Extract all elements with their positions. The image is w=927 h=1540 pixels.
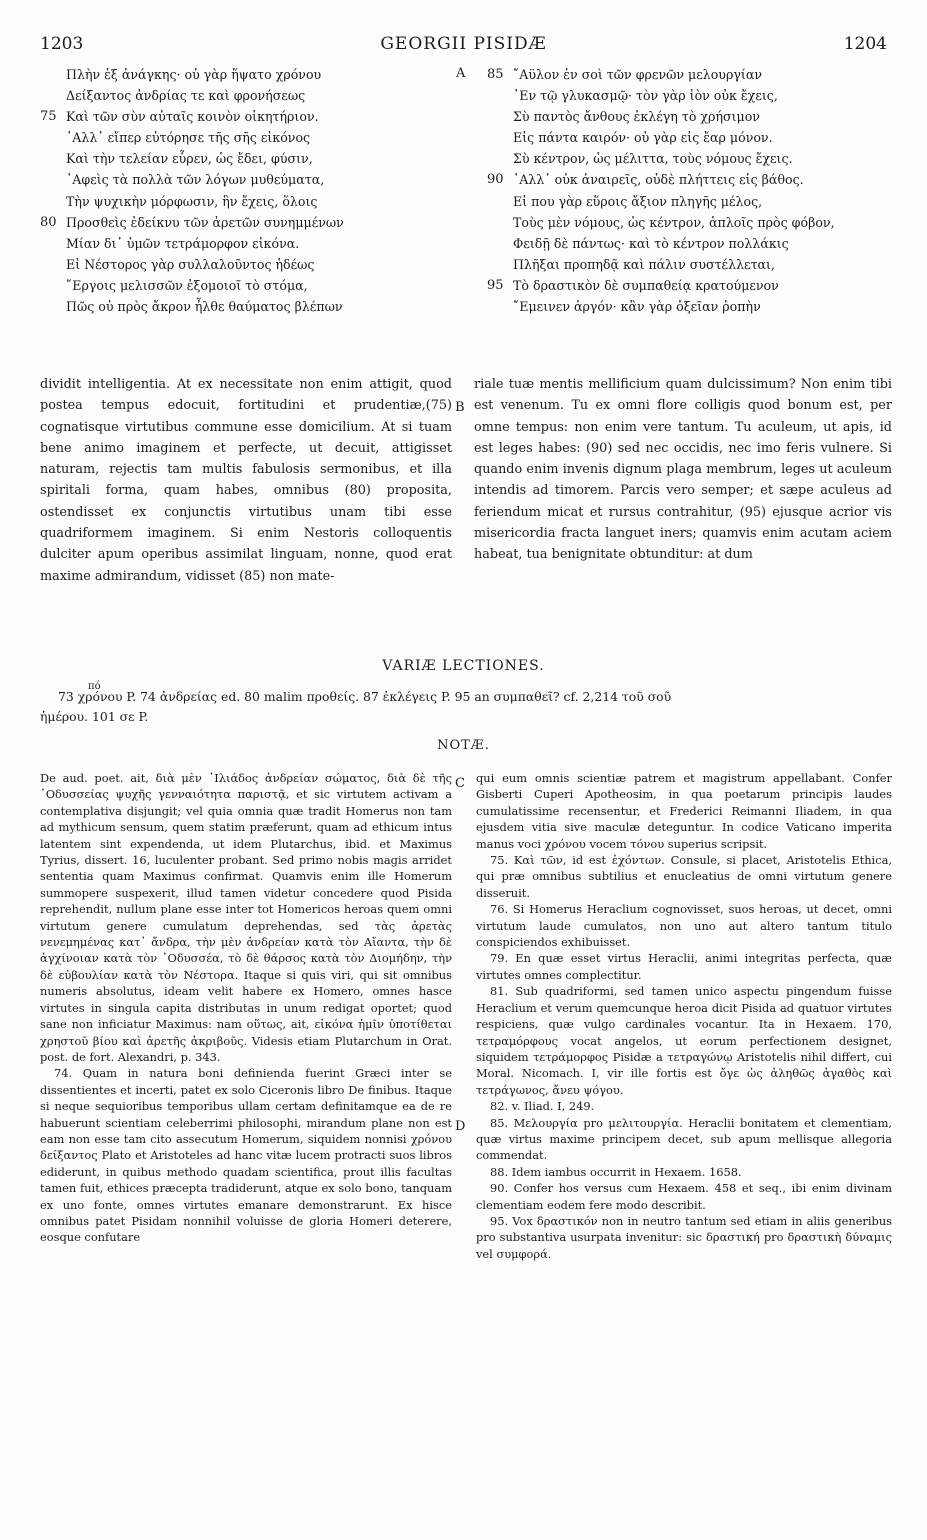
note-paragraph: 90. Confer hos versus cum Hexaem. 458 et seq., ibi enim divinam clementiam eodem fere modo describit. bbox=[476, 1181, 892, 1212]
verse-text: ᾿Εν τῷ γλυκασμῷ· τὸν γὰρ ἰὸν οὐκ ἔχεις, bbox=[513, 88, 778, 104]
verse-line bbox=[487, 127, 897, 148]
verse-line bbox=[40, 85, 440, 106]
greek-verse-right-column bbox=[487, 64, 897, 317]
verse-text: Εἰς πάντα καιρόν· οὐ γὰρ εἰς ἔαρ μόνον. bbox=[513, 130, 773, 146]
verse-line bbox=[487, 212, 897, 233]
greek-verse-left-column bbox=[40, 64, 440, 317]
verse-line bbox=[40, 191, 440, 212]
verse-line bbox=[40, 148, 440, 169]
verse-text: Καὶ τῶν σὺν αὐταῖς κοινὸν οἰκητήριον. bbox=[66, 109, 319, 125]
note-paragraph: qui eum omnis scientiæ patrem et magistrum appellabant. Confer Gisberti Cuperi Apotheosim, in qua poetarum principis laudes cumulatissime recensentur, et Frederici Reimanni Iliadem, in qua ejusdem vitia sive maculæ deteguntur. In codice Vaticano imperita manus voci χρόνου vocem τόνου superius scripsit. bbox=[476, 771, 892, 851]
verse-text: ᾿Αλλ᾽ εἴπερ εὐτόρησε τῆς σῆς εἰκόνος bbox=[66, 130, 311, 146]
latin-paragraph: dividit intelligentia. At ex necessitate non enim attigit, quod postea tempus edocuit, fortitudini et prudentiæ,(75) cognatisque virtutibus commune esse domicilium. At si tuam bene animo imaginem et perfecte, ut decuit, attigisset naturam, rejectis tam multis fabulosis sermonibus, et illa spiritali forma, quam habes, omnibus (80) proposita, ostendisset ex conjunctis virtutibus unam tibi esse quadriformem imaginem. Si enim Nestoris colloquentis dulciter apum operibus assimilat linguam, nonne, quod erat maxime admirandum, vidisset (85) non mate- bbox=[40, 377, 452, 584]
variae-line: ἡμέρου. 101 σε P. bbox=[40, 709, 149, 724]
verse-text: Πλὴν ἐξ ἀνάγκης· οὐ γὰρ ἥψατο χρόνου bbox=[66, 67, 322, 82]
note-paragraph: 88. Idem iambus occurrit in Hexaem. 1658. bbox=[490, 1164, 742, 1179]
verse-text: Σὺ κέντρον, ὡς μέλιττα, τοὺς νόμους ἔχεις. bbox=[513, 151, 793, 167]
variae-lectiones-body bbox=[40, 679, 890, 727]
verse-text: Εἰ που γὰρ εὕροις ἄξιον πληγῆς μέλος, bbox=[513, 193, 763, 209]
verse-text: Τὸ δραστικὸν δὲ συμπαθείᾳ κρατούμενον bbox=[513, 277, 779, 293]
verse-text: Πῶς οὐ πρὸς ἄκρον ἦλθε θαύματος βλέπων bbox=[66, 299, 343, 315]
variae-line: 73 χρόνου P. 74 ἀνδρείας ed. 80 malim προθείς. 87 ἐκλέγεις P. 95 an συμπαθεῖ? cf. 2,214 τοῦ σοῦ bbox=[58, 689, 672, 704]
note-paragraph: 95. Vox δραστικόν non in neutro tantum sed etiam in aliis generibus pro substantiva usurpata invenitur: sic δραστική pro δραστικὴ δύναμις vel συμφορά. bbox=[476, 1213, 892, 1261]
line-number: 75 bbox=[40, 109, 57, 125]
variae-lectiones-heading: VARIÆ LECTIONES. bbox=[382, 658, 545, 674]
page-number-left: 1203 bbox=[40, 34, 84, 54]
verse-text: Δείξαντος ἀνδρίας τε καὶ φρονήσεως bbox=[66, 88, 306, 104]
margin-letter-b: B bbox=[455, 400, 465, 415]
running-title: GEORGII PISIDÆ bbox=[380, 34, 547, 54]
verse-text: Καὶ τὴν τελείαν εὗρεν, ὡς ἔδει, φύσιν, bbox=[66, 151, 313, 167]
note-paragraph: 85. Μελουργία pro μελιτουργία. Heraclii bonitatem et clementiam, quæ virtus maxime principem decet, sub apum mellisque allegoria commendat. bbox=[476, 1115, 892, 1163]
verse-line bbox=[40, 212, 440, 233]
verse-line bbox=[487, 106, 897, 127]
note-paragraph: 79. En quæ esset virtus Heraclii, animi integritas perfecta, quæ virtutes omnes complectitur. bbox=[476, 951, 892, 982]
verse-text: ῎Εργοις μελισσῶν ἐξομοιοῖ τὸ στόμα, bbox=[66, 277, 308, 293]
verse-line bbox=[487, 148, 897, 169]
verse-line bbox=[487, 85, 897, 106]
verse-line bbox=[487, 275, 897, 296]
verse-text: Μίαν δι᾽ ὑμῶν τετράμορφον εἰκόνα. bbox=[66, 235, 300, 251]
line-number: 95 bbox=[487, 277, 504, 293]
latin-translation-right bbox=[474, 374, 892, 566]
verse-line bbox=[487, 191, 897, 212]
verse-text: Σὺ παντὸς ἄνθους ἐκλέγη τὸ χρήσιμον bbox=[513, 109, 760, 125]
latin-translation-left bbox=[40, 374, 452, 587]
verse-line bbox=[40, 233, 440, 254]
note-paragraph: De aud. poet. ait, διὰ μὲν ᾿Ιλιάδος ἀνδρείαν σώματος, διὰ δὲ τῆς ᾿Οδυσσείας ψυχῆς γενναιότητα παριστᾷ, et sic virtutem activam a contemplativa disjungit; vel quia omnia quæ tradit Homerus non tam ad mythicum sensum, quem statim præferunt, quam ad ethicum intus latentem sint expendenda, ut idem Plutarchus, ibid. et Maximus Tyrius, dissert. 16, luculenter probant. Sed primo nobis magis arridet sententia quam Maximus confirmat. Quamvis enim ille Homerum summopere suspexerit, illud tamen videtur concedere quod Pisida reprehendit, nullum plane esse inter tot Homericos heroas quem omni virtutum genere cumulatum deprehendas, sed τὰς ἀρετὰς νενεμημένας κατ᾽ ἄνδρα, τὴν μὲν ἀνδρείαν κατὰ τὸν Αἴαντα, τὴν δὲ ἀγχίνοιαν κατὰ τὸν ᾿Οδυσσέα, τὸ δὲ θάρσος κατὰ τὸν Διομήδην, τὴν δὲ εὐβουλίαν κατὰ τὸν Νέστορα. Itaque si quis viri, qui sit omnibus numeris absolutus, ideam velit habere ex Homero, omnes hasce virtutes in singula capita distributas in unum redigat oportet; quod sane non inficiatur Maximus: nam οὕτως, ait, εἰκόνα ἡμῖν ὑποτίθεται χρηστοῦ βίου καὶ ἀρετῆς ἀκριβοῦς. Videsis etiam Plutarchum in Orat. post. de fort. Alexandri, p. 343. bbox=[40, 771, 452, 1064]
margin-letter-d: D bbox=[455, 1119, 466, 1134]
verse-line bbox=[487, 254, 897, 275]
verse-line bbox=[487, 296, 897, 317]
margin-letter-a: A bbox=[456, 66, 466, 81]
notae-heading: NOTÆ. bbox=[437, 738, 490, 753]
line-number: 85 bbox=[487, 67, 504, 82]
verse-text: Προσθεὶς ἐδείκνυ τῶν ἀρετῶν συνημμένων bbox=[66, 214, 344, 230]
verse-text: ᾿Αλλ᾽ οὐκ ἀναιρεῖς, οὐδὲ πλήττεις εἰς βάθος. bbox=[513, 172, 804, 188]
latin-paragraph: riale tuæ mentis mellificium quam dulcissimum? Non enim tibi est venenum. Tu ex omni flore colligis quod bonum est, per omne tempus: non enim vere tantum. Tu aculeum, ut apis, id est leges habes: (90) sed nec occidis, nec imo feris vulnere. Si quando enim invenis dignum plaga membrum, leges ut aculeum intendis ad timorem. Parcis vero semper; et sæpe aculeus ad feriendum micat et rursus contrahitur, (95) ejusque acrior vis misericordia fracta languet iners; quamvis enim acutam aciem habeat, tua benignitate obtunditur: at dum bbox=[474, 377, 892, 563]
notes-left-column bbox=[40, 770, 452, 1246]
verse-line bbox=[40, 169, 440, 190]
verse-line bbox=[487, 64, 897, 85]
note-paragraph: 82. v. Iliad. I, 249. bbox=[490, 1099, 595, 1114]
note-paragraph: 75. Καὶ τῶν, id est ἐχόντων. Consule, si placet, Aristotelis Ethica, qui præ omnibus subtilius et enucleatius de omni virtutum genere disseruit. bbox=[476, 853, 892, 900]
verse-text: Τὴν ψυχικὴν μόρφωσιν, ἣν ἔχεις, ὅλοις bbox=[66, 193, 318, 209]
verse-text: ᾿Αφεὶς τὰ πολλὰ τῶν λόγων μυθεύματα, bbox=[66, 172, 325, 188]
verse-text: Πλῆξαι προπηδᾷ καὶ πάλιν συστέλλεται, bbox=[513, 256, 775, 272]
verse-text: ῎Εμεινεν ἀργόν· κἂν γὰρ ὀξεῖαν ῥοπὴν bbox=[513, 299, 761, 315]
verse-text: Τοὺς μὲν νόμους, ὡς κέντρον, ἁπλοῖς πρὸς φόβον, bbox=[513, 214, 835, 230]
note-paragraph: 81. Sub quadriformi, sed tamen unico aspectu pingendum fuisse Heraclium et verum quemcunque heroa dicit Pisida ad quatuor virtutes respiciens, quæ vulgo cardinales vocantur. Ita in Hexaem. 170, τετραμόρφους vocat angelos, ut eorum perfectionem designet, siquidem τετράμορφος Pisidæ a τετραγώνῳ Aristotelis nihil differt, cui Moral. Nicomach. I, vir ille fortis est ὄγε ὡς ἀληθῶς ἀγαθὸς καὶ τετράγωνος, ἄνευ ψόγου. bbox=[476, 984, 892, 1097]
verse-line bbox=[40, 106, 440, 127]
verse-text: Φειδῇ δὲ πάντως· καὶ τὸ κέντρον πολλάκις bbox=[513, 235, 789, 251]
margin-letter-c: C bbox=[455, 776, 465, 791]
verse-line bbox=[40, 296, 440, 317]
verse-line bbox=[40, 64, 440, 85]
verse-line bbox=[487, 169, 897, 190]
verse-text: ῎Αϋλον ἐν σοὶ τῶν φρενῶν μελουργίαν bbox=[513, 67, 762, 82]
page-number-right: 1204 bbox=[843, 34, 887, 54]
notes-right-column bbox=[476, 770, 892, 1262]
page-header bbox=[40, 34, 887, 56]
note-paragraph: 74. Quam in natura boni definienda fuerint Græci inter se dissentientes et incerti, patet ex solo Ciceronis libro De finibus. Itaque si neque sequioribus temporibus ullam certam definitamque ea de re habuerunt scientiam celeberrimi philosophi, mirandum plane non est eam non esse tam cito assecutum Homerum, siquidem nonnisi χρόνου δείξαντος Plato et Aristoteles ad hanc vitæ lucem protracti suos libros ediderunt, in quibus methodo quadam scientifica, prout illis facultas tamen fuit, ethices præcepta tradiderunt, atque ex solo bono, tanquam ex uno fonte, omnes virtutes emanare demonstrarunt. Ex hisce omnibus patet Pisidam nonnihil voluisse de gloria Homeri deterere, eosque confutare bbox=[40, 1066, 452, 1245]
verse-text: Εἰ Νέστορος γὰρ συλλαλοῦντος ἡδέως bbox=[66, 256, 315, 272]
verse-line bbox=[40, 275, 440, 296]
line-number: 80 bbox=[40, 214, 57, 230]
note-paragraph: 76. Si Homerus Heraclium cognovisset, suos heroas, ut decet, omni virtutum laude cumulatos, non uno aut altero tantum titulo conspiciendos exhibuisset. bbox=[476, 902, 892, 950]
superscript-correction: πό bbox=[88, 681, 101, 692]
verse-line bbox=[487, 233, 897, 254]
verse-line bbox=[40, 254, 440, 275]
verse-line bbox=[40, 127, 440, 148]
line-number: 90 bbox=[487, 172, 504, 188]
